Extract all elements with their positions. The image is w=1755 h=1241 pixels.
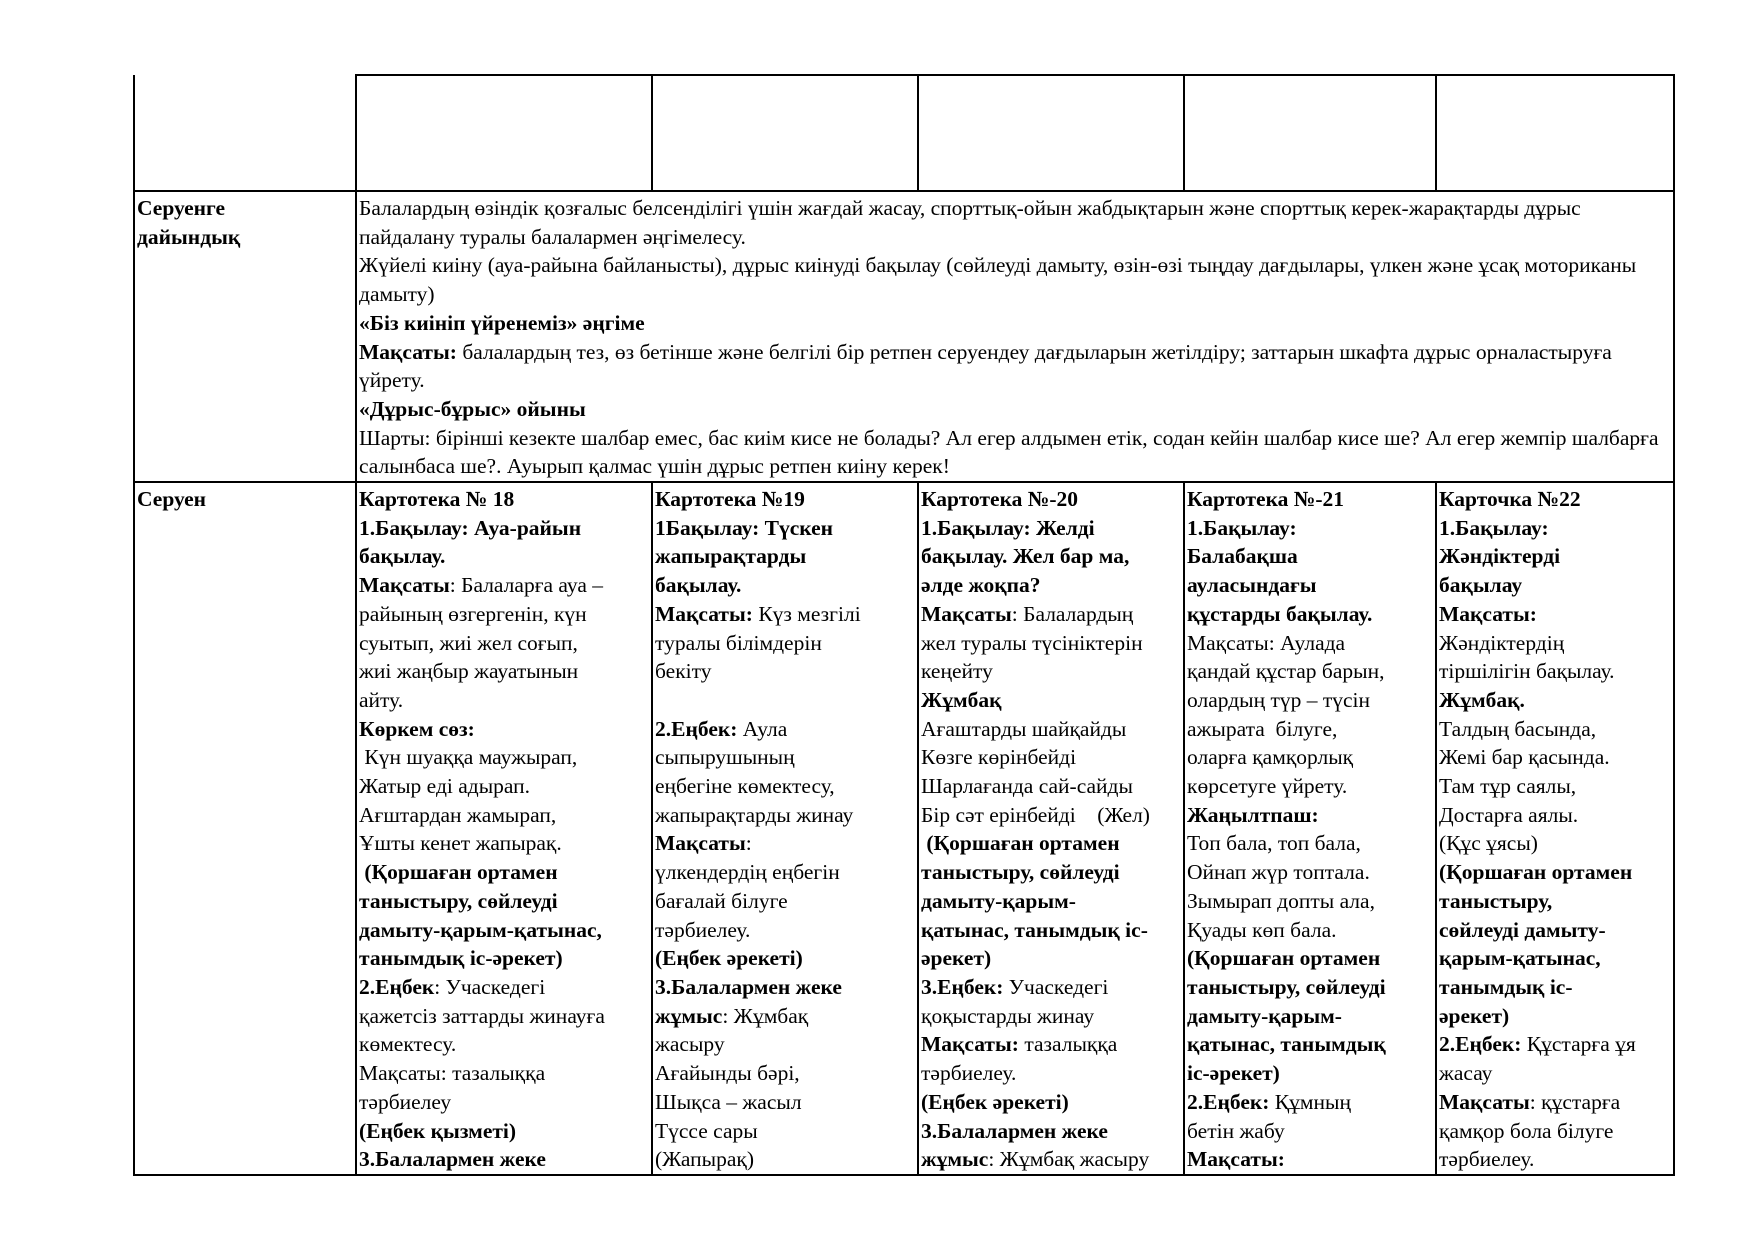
walk-line-bold: дамыту-қарым-қатынас,: [359, 917, 602, 942]
goal-label: Мақсаты:: [359, 339, 457, 364]
walk-line: [921, 600, 1183, 629]
walk-line: [1187, 542, 1435, 571]
walk-line-text: Жәндіктердің: [1439, 630, 1565, 655]
walk-line-bold: қатынас, танымдық: [1187, 1032, 1386, 1057]
walk-line: [655, 829, 917, 858]
walk-line-bold: 2.Еңбек:: [655, 716, 738, 741]
walk-line: [921, 858, 1183, 887]
walk-line-text: : құстарға: [1529, 1089, 1621, 1114]
walk-line-bold: Картотека №-21: [1187, 487, 1345, 512]
walk-line: [655, 715, 917, 744]
walk-line-bold: 1.Бақылау:: [1187, 515, 1297, 540]
walk-line: [1439, 944, 1673, 973]
walk-line: [921, 829, 1183, 858]
walk-line-bold: дамыту-қарым-: [1187, 1003, 1342, 1028]
walk-line-text: : Жұмбақ жасыру: [988, 1147, 1150, 1172]
walk-line-text: Қуады көп бала.: [1187, 917, 1337, 942]
walk-line-text: Мақсаты: тазалыққа: [359, 1061, 546, 1086]
walk-line-bold: қатынас, танымдық іс-: [921, 917, 1148, 942]
walk-line: [1187, 1145, 1435, 1174]
walk-line: [359, 715, 651, 744]
walk-line-bold: Мақсаты:: [655, 601, 753, 626]
walk-line: [1439, 686, 1673, 715]
walk-line-text: Шарлағанда сай-сайды: [921, 774, 1133, 799]
walk-line: [655, 571, 917, 600]
walk-line: [655, 600, 917, 629]
walk-line-bold: Мақсаты: [1439, 1089, 1530, 1114]
walk-line: [1439, 772, 1673, 801]
walk-line: [655, 772, 917, 801]
walk-line: [921, 944, 1183, 973]
walk-line: [655, 1117, 917, 1146]
walk-line: [655, 973, 917, 1002]
walk-line: [1439, 1059, 1673, 1088]
walk-line-bold: 2.Еңбек:: [1187, 1089, 1270, 1114]
walk-line-text: Күн шуаққа маужырап,: [359, 745, 578, 770]
prep-content-cell: [356, 191, 1674, 482]
walk-line: [1439, 801, 1673, 830]
walk-line-text: райының өзгергенін, күн: [359, 601, 587, 626]
walk-line-bold: әрекет): [1439, 1003, 1510, 1028]
walk-line-bold: таныстыру, сөйлеуді: [1187, 974, 1386, 999]
walk-line: [359, 858, 651, 887]
walk-line: [655, 514, 917, 543]
walk-line: [1187, 1117, 1435, 1146]
walk-line-text: бетін жабу: [1187, 1118, 1285, 1143]
walk-line: [359, 973, 651, 1002]
walk-line-bold: (Еңбек әрекеті): [655, 946, 803, 971]
walk-line-bold: Мақсаты:: [1439, 601, 1537, 626]
walk-line-bold: Көркем сөз:: [359, 716, 475, 741]
prep-label-line-1: Серуенге: [137, 196, 226, 220]
walk-line: [921, 686, 1183, 715]
walk-line-text: : Жұмбақ: [722, 1003, 809, 1028]
walk-line: [655, 944, 917, 973]
walk-line-text: үлкендердің еңбегін: [655, 860, 840, 885]
walk-line: [1187, 973, 1435, 1002]
walk-line: [921, 542, 1183, 571]
walk-line-text: Аула: [737, 716, 788, 741]
walk-line-text: Ойнап жүр топтала.: [1187, 860, 1370, 885]
prep-label-line-2: дайындық: [137, 224, 241, 249]
walk-line: [1439, 829, 1673, 858]
walk-line: [921, 1145, 1183, 1174]
walk-line-text: Түссе сары: [655, 1118, 758, 1143]
walk-line-bold: (Қоршаған ортамен: [921, 831, 1120, 856]
walk-line: [359, 944, 651, 973]
walk-line: [1187, 571, 1435, 600]
walk-line: [921, 887, 1183, 916]
walk-line: [921, 657, 1183, 686]
walk-line: [359, 485, 651, 514]
walk-line: [359, 514, 651, 543]
empty-cell-3: [918, 75, 1184, 191]
walk-line: [1187, 916, 1435, 945]
walk-line-text: Учаскедегі: [1003, 974, 1109, 999]
walk-line-text: тазалыққа: [1018, 1032, 1118, 1057]
walk-line: [655, 916, 917, 945]
walk-line-text: Ағайынды бәрі,: [655, 1061, 800, 1086]
walk-line-text: : Учаскедегі: [434, 974, 546, 999]
walk-line-text: Құмның: [1269, 1089, 1351, 1114]
game-text: Шарты: бірінші кезекте шалбар емес, бас киім кисе не болады? Ал егер алдымен етік, содан кейін шалбар кисе ше? Ал егер жемпір шалбарға салынбаса ше?. Ауырып қалмас үшін дұрыс ретпен киіну керек!: [359, 425, 1659, 479]
walk-line: [1439, 485, 1673, 514]
walk-line: [1439, 973, 1673, 1002]
walk-line: [1439, 542, 1673, 571]
walk-line-bold: 3.Еңбек:: [921, 974, 1004, 999]
walk-line: [1439, 657, 1673, 686]
walk-line-text: суытып, жиі жел соғып,: [359, 630, 578, 655]
walk-line-bold: әрекет): [921, 946, 992, 971]
walk-line: [1187, 743, 1435, 772]
prep-paragraph-1: Балалардың өзіндік қозғалыс белсенділігі үшін жағдай жасау, спорттық-ойын жабдықтарын және спорттық керек-жарақтарды дұрыс пайдалану туралы балалармен әңгімелесу.: [359, 196, 1581, 249]
goal-paragraph: [359, 338, 1673, 395]
walk-line-bold: Картотека №-20: [921, 487, 1079, 512]
walk-line-text: (Құс ұясы): [1439, 831, 1538, 856]
walk-line: [359, 686, 651, 715]
walk-line-bold: Мақсаты: [359, 573, 450, 598]
walk-line-text: бағалай білуге: [655, 888, 788, 913]
walk-line-text: Топ бала, топ бала,: [1187, 831, 1361, 856]
walk-line-text: (Жапырақ): [655, 1147, 754, 1172]
walk-line-text: Ұшты кенет жапырақ.: [359, 831, 562, 856]
walk-line-text: Жемі бар қасында.: [1439, 745, 1610, 770]
walk-line-text: Там тұр саялы,: [1439, 774, 1577, 799]
walk-line: [1187, 1059, 1435, 1088]
walk-line-text: Шықса – жасыл: [655, 1089, 802, 1114]
empty-cell-2: [652, 75, 918, 191]
walk-line-text: :: [745, 831, 752, 856]
walk-column-18: [356, 482, 652, 1175]
walk-line-text: туралы білімдерін: [655, 630, 822, 655]
walk-line-text: қажетсіз заттарды жинауға: [359, 1003, 605, 1028]
walk-line-text: Күз мезгілі: [752, 601, 861, 626]
walk-line-bold: (Еңбек қызметі): [359, 1118, 517, 1143]
walk-line: [1187, 1030, 1435, 1059]
walk-line: [921, 772, 1183, 801]
walk-line-text: тәрбиелеу.: [655, 917, 751, 942]
walk-line: [359, 829, 651, 858]
walk-line: [921, 715, 1183, 744]
walk-line: [1187, 715, 1435, 744]
walk-line: [359, 887, 651, 916]
walk-line-text: Жатыр еді адырап.: [359, 774, 531, 799]
prep-label-cell: [134, 191, 356, 482]
walk-line-text: : Балалардың: [1011, 601, 1134, 626]
walk-line-bold: (Қоршаған ортамен: [1187, 946, 1381, 971]
walk-line: [1187, 514, 1435, 543]
walk-line-text: қоқыстарды жинау: [921, 1003, 1095, 1028]
walk-line-bold: 1.Бақылау:: [1439, 515, 1549, 540]
walk-line-text: Құстарға ұя: [1521, 1032, 1636, 1057]
walk-column-20: [918, 482, 1184, 1175]
walk-line-text: тәрбиелеу.: [921, 1061, 1017, 1086]
walk-line: [655, 1002, 917, 1031]
walk-line-bold: Балабақша: [1187, 544, 1298, 569]
walk-line: [655, 743, 917, 772]
walk-line: [1439, 629, 1673, 658]
walk-line-bold: Карточка №22: [1439, 487, 1581, 512]
walk-line-text: сыпырушының: [655, 745, 795, 770]
walk-line: [1187, 485, 1435, 514]
walk-line: [655, 686, 917, 715]
walk-line: [921, 629, 1183, 658]
walk-column-19: [652, 482, 918, 1175]
walk-line-bold: Жәндіктерді: [1439, 544, 1561, 569]
walk-line-bold: сөйлеуді дамыту-: [1439, 917, 1606, 942]
walk-line-bold: танымдық іс-: [1439, 974, 1573, 999]
walk-line: [359, 542, 651, 571]
walk-line: [359, 743, 651, 772]
walk-line: [1187, 829, 1435, 858]
walk-line-bold: 1.Бақылау: Ауа-райын: [359, 515, 582, 540]
walk-line: [1187, 1088, 1435, 1117]
walk-line: [1439, 858, 1673, 887]
walk-line-bold: бақылау.: [359, 544, 446, 569]
walk-line-bold: (Қоршаған ортамен: [359, 860, 558, 885]
walk-line-text: жасыру: [655, 1032, 725, 1057]
walk-line: [1439, 514, 1673, 543]
walk-line: [921, 916, 1183, 945]
walk-line-bold: Мақсаты:: [921, 1032, 1019, 1057]
walk-line-text: айту.: [359, 687, 404, 712]
walk-line-bold: (Қоршаған ортамен: [1439, 860, 1633, 885]
walk-line: [1187, 858, 1435, 887]
game-title: «Дұрыс-бұрыс» ойыны: [359, 396, 586, 421]
walk-line: [1187, 944, 1435, 973]
walk-line: [359, 1088, 651, 1117]
walk-line: [655, 1059, 917, 1088]
walk-line: [1187, 629, 1435, 658]
walk-line: [359, 1030, 651, 1059]
walk-line-text: жел туралы түсініктерін: [921, 630, 1143, 655]
walk-line-bold: қарым-қатынас,: [1439, 946, 1601, 971]
walk-column-22: [1436, 482, 1674, 1175]
schedule-table: [133, 74, 1675, 1176]
walk-line: [359, 657, 651, 686]
walk-line-text: [655, 688, 660, 712]
walk-line: [921, 1059, 1183, 1088]
walk-line: [1439, 1145, 1673, 1174]
walk-line-text: кеңейту: [921, 659, 993, 684]
walk-line: [359, 1002, 651, 1031]
walk-line-text: Ағштардан жамырап,: [359, 802, 557, 827]
walk-line-text: жапырақтарды жинау: [655, 802, 854, 827]
walk-line-text: тәрбиелеу.: [1439, 1147, 1535, 1172]
walk-line: [359, 629, 651, 658]
walk-line: [359, 1145, 651, 1174]
walk-line-bold: бақылау: [1439, 573, 1523, 598]
walk-line: [921, 801, 1183, 830]
walk-line: [1439, 600, 1673, 629]
walk-line-bold: 1Бақылау: Түскен: [655, 515, 834, 540]
walk-line: [921, 1002, 1183, 1031]
walk-line: [655, 657, 917, 686]
walk-line: [1187, 887, 1435, 916]
walk-line: [1439, 571, 1673, 600]
walk-line-bold: іс-әрекет): [1187, 1061, 1280, 1086]
walk-line: [359, 772, 651, 801]
walk-line: [655, 1030, 917, 1059]
walk-line-bold: Мақсаты: [655, 831, 746, 856]
walk-line-bold: бақылау. Жел бар ма,: [921, 544, 1130, 569]
walk-line: [921, 1088, 1183, 1117]
walk-line: [921, 571, 1183, 600]
walk-line-text: Достарға аялы.: [1439, 802, 1579, 827]
walk-line-bold: 2.Еңбек: [359, 974, 435, 999]
empty-cell-1: [356, 75, 652, 191]
walk-line-text: қамқор бола білуге: [1439, 1118, 1614, 1143]
empty-cell-4: [1184, 75, 1436, 191]
walk-line-text: Талдың басында,: [1439, 716, 1597, 741]
walk-line-text: бекіту: [655, 659, 712, 684]
walk-line-bold: 1.Бақылау: Желді: [921, 515, 1095, 540]
walk-row: [134, 482, 1674, 1175]
walk-line: [1439, 887, 1673, 916]
walk-line: [1439, 715, 1673, 744]
walk-line-bold: Мақсаты: [921, 601, 1012, 626]
walk-line-bold: таныстыру,: [1439, 888, 1553, 913]
walk-line: [1439, 1002, 1673, 1031]
walk-line-bold: Жұмбақ: [921, 687, 1002, 712]
walk-line-text: Мақсаты: Аулада: [1187, 630, 1346, 655]
walk-line: [359, 571, 651, 600]
walk-line: [655, 542, 917, 571]
walk-line: [921, 485, 1183, 514]
walk-line: [1439, 1117, 1673, 1146]
walk-line: [655, 1088, 917, 1117]
walk-line: [655, 801, 917, 830]
walk-line-text: ажырата білуге,: [1187, 716, 1338, 741]
walk-line-bold: Жұмбақ.: [1439, 687, 1525, 712]
walk-line: [359, 916, 651, 945]
walk-line-bold: 3.Балалармен жеке: [921, 1118, 1108, 1143]
walk-line: [1187, 1002, 1435, 1031]
walk-line-bold: Мақсаты:: [1187, 1147, 1285, 1172]
walk-line-bold: (Еңбек әрекеті): [921, 1089, 1069, 1114]
walk-line-bold: жұмыс: [655, 1003, 723, 1028]
walk-line-text: олардың түр – түсін: [1187, 687, 1371, 712]
walk-line: [359, 1117, 651, 1146]
walk-line-text: Көзге көрінбейді: [921, 745, 1077, 770]
walk-line: [1187, 600, 1435, 629]
walk-line-text: тіршілігін бақылау.: [1439, 659, 1615, 684]
walk-line: [1439, 916, 1673, 945]
walk-line-bold: бақылау.: [655, 573, 742, 598]
walk-line-bold: 3.Балалармен жеке: [655, 974, 842, 999]
walk-line-bold: құстарды бақылау.: [1187, 601, 1373, 626]
walk-line: [655, 887, 917, 916]
empty-label-cell: [134, 75, 356, 191]
walk-line-text: жасау: [1439, 1061, 1493, 1086]
walk-line-text: : Балаларға ауа –: [449, 573, 604, 598]
walk-line-text: қандай құстар барын,: [1187, 659, 1385, 684]
walk-line: [1187, 801, 1435, 830]
walk-line: [359, 801, 651, 830]
walk-line-bold: 2.Еңбек:: [1439, 1032, 1522, 1057]
walk-line-bold: ауласындағы: [1187, 573, 1317, 598]
walk-line-text: көмектесу.: [359, 1032, 457, 1057]
walk-line: [1439, 1030, 1673, 1059]
walk-line-bold: таныстыру, сөйлеуді: [921, 860, 1120, 885]
walk-line-text: оларға қамқорлық: [1187, 745, 1354, 770]
walk-line: [921, 973, 1183, 1002]
walk-line-bold: дамыту-қарым-: [921, 888, 1076, 913]
walk-line: [1187, 772, 1435, 801]
walk-line: [359, 1059, 651, 1088]
walk-line-text: еңбегіне көмектесу,: [655, 774, 835, 799]
walk-line: [921, 743, 1183, 772]
walk-line-bold: таныстыру, сөйлеуді: [359, 888, 558, 913]
walk-line-bold: 3.Балалармен жеке: [359, 1147, 546, 1172]
walk-line: [921, 1117, 1183, 1146]
walk-line-bold: жұмыс: [921, 1147, 989, 1172]
walk-line: [655, 485, 917, 514]
walk-line: [1439, 1088, 1673, 1117]
prep-row: [134, 191, 1674, 482]
walk-label: Серуен: [137, 487, 207, 512]
walk-line-text: Бір сәт ерінбейді (Жел): [921, 802, 1150, 827]
walk-line-bold: Картотека №19: [655, 487, 805, 512]
walk-label-cell: [134, 482, 356, 1175]
empty-cell-5: [1436, 75, 1674, 191]
walk-line-text: Зымырап допты ала,: [1187, 888, 1375, 913]
walk-line-bold: танымдық іс-әрекет): [359, 946, 563, 971]
walk-line-bold: жапырақтарды: [655, 544, 807, 569]
walk-line-text: жиі жаңбыр жауатынын: [359, 659, 579, 684]
walk-column-21: [1184, 482, 1436, 1175]
walk-line-text: Ағаштарды шайқайды: [921, 716, 1127, 741]
walk-line-bold: Картотека № 18: [359, 487, 515, 512]
walk-line-bold: Жаңылтпаш:: [1187, 802, 1319, 827]
walk-line: [359, 600, 651, 629]
walk-line: [921, 1030, 1183, 1059]
walk-line: [921, 514, 1183, 543]
prep-paragraph-2: Жүйелі киіну (ауа-райына байланысты), дұрыс киінуді бақылау (сөйлеуді дамыту, өзін-өзі тыңдау дағдылары, үлкен және ұсақ моториканы дамыту): [359, 253, 1637, 307]
walk-line: [1187, 686, 1435, 715]
walk-line-text: тәрбиелеу: [359, 1089, 452, 1114]
walk-line: [655, 629, 917, 658]
empty-top-row: [134, 75, 1674, 191]
walk-line: [655, 1145, 917, 1174]
goal-text: балалардың тез, өз бетінше және белгілі бір ретпен серуендеу дағдыларын жетілдіру; заттарын шкафта дұрыс орналастыруға үйрету.: [359, 339, 1612, 393]
walk-line-bold: әлде жоқпа?: [921, 573, 1041, 598]
talk-title: «Біз киініп үйренеміз» әңгіме: [359, 310, 645, 335]
walk-line: [1187, 657, 1435, 686]
walk-line-text: көрсетуге үйрету.: [1187, 774, 1348, 799]
walk-line: [655, 858, 917, 887]
walk-line: [1439, 743, 1673, 772]
